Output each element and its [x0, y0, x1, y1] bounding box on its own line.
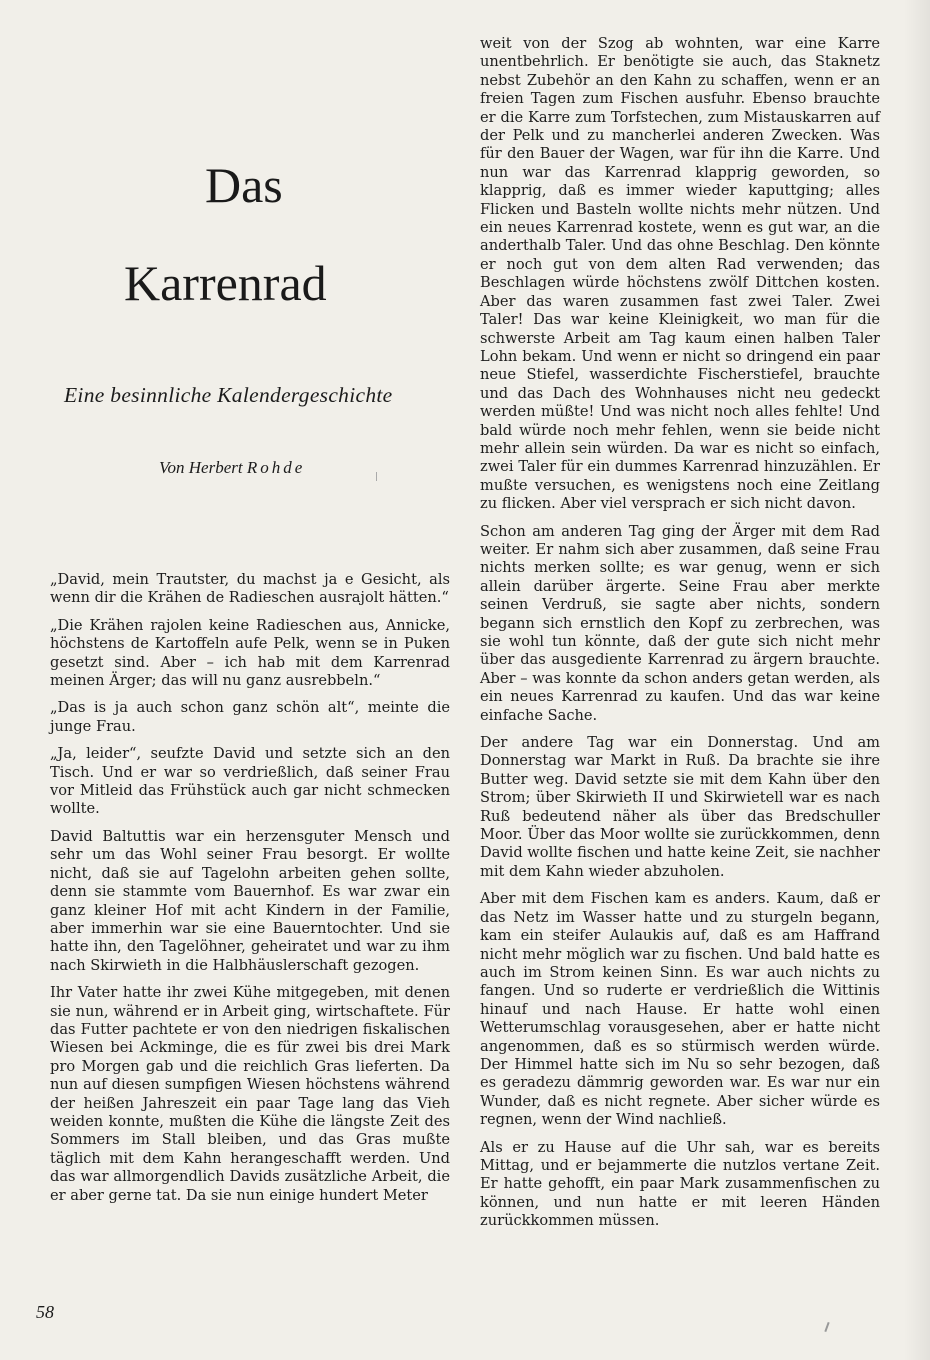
title-line-1: Das: [205, 157, 283, 213]
paragraph: David Baltuttis war ein herzensguter Mensch und sehr um das Wohl seiner Frau besorgt. Er wollte nicht, daß sie auf Tagelohn arbeiten gehen sollte, denn sie stammte vom Bauernhof. Es war zwar ein ganz kleiner Hof mit acht Kindern in der Familie, aber immerhin war sie eine Bauerntochter. Und sie hatte ihn, den Tagelöhner, geheiratet und war zu ihm nach Skirwieth in die Halbhäuslerschaft gezogen.: [50, 827, 450, 974]
pencil-mark: [824, 1322, 829, 1332]
paragraph: „Ja, leider“, seufzte David und setzte sich an den Tisch. Und er war so verdrießlich, daß seiner Frau vor Mitleid das Frühstück auch gar nicht schmecken wollte.: [50, 745, 450, 818]
right-column: [480, 35, 880, 1240]
left-column: [50, 571, 450, 1214]
paragraph: „David, mein Trautster, du machst ja e Gesicht, als wenn dir die Krähen de Radieschen ausrajolt hätten.“: [50, 571, 450, 607]
paragraph: Als er zu Hause auf die Uhr sah, war es bereits Mittag, und er bejammerte die nutzlos vertane Zeit. Er hatte gehofft, ein paar Mark zusammenfischen zu können, und nun hatte er mit leeren Händen zurückkommen müssen.: [480, 1138, 880, 1230]
paragraph: Der andere Tag war ein Donnerstag. Und am Donnerstag war Markt in Ruß. Da brachte sie ihre Butter weg. David setzte sie mit dem Kahn über den Strom; über Skirwieth II und Skirwietell war es nach Ruß bedeutend näher als über das Bredschuller Moor. Über das Moor wollte sie zurückkommen, denn David wollte fischen und hatte keine Zeit, sie nachher mit dem Kahn wieder abzuholen.: [480, 734, 880, 880]
page-number: 58: [36, 1302, 54, 1322]
paragraph: Schon am anderen Tag ging der Ärger mit dem Rad weiter. Er nahm sich aber zusammen, daß seine Frau nichts merken sollte; es war genug, wenn er sich allein darüber ärgerte. Seine Frau aber merkte seinen Verdruß, sie sagte aber nichts, sondern begann sich ernstlich den Kopf zu zerbrechen, was sie wohl tun könnte, daß der gute sich nicht mehr über das ausgediente Karrenrad zu ärgern brauchte. Aber – was konnte da schon anders getan werden, als ein neues Karrenrad zu kaufen. Und das war keine einfache Sache.: [480, 522, 880, 724]
byline: [159, 458, 305, 478]
subtitle: Eine besinnliche Kalendergeschichte: [64, 383, 393, 407]
byline-prefix: Von Herbert: [159, 458, 247, 477]
paragraph: weit von der Szog ab wohnten, war eine Karre unentbehrlich. Er benötigte sie auch, das Staknetz nebst Zubehör an den Kahn zu schaffen, wenn er an freien Tagen zum Fischen ausfuhr. Ebenso brauchte er die Karre zum Torfstechen, zum Mistauskarren auf der Pelk und zu mancherlei anderen Zwecken. Was für den Bauer der Wagen, war für ihn die Karre. Und nun war das Karrenrad klapprig geworden, so klapprig, daß es immer wieder kaputtging; alles Flicken und Basteln wollte nichts mehr nützen. Und ein neues Karrenrad kostete, wenn es gut war, an die anderthalb Taler. Und das ohne Beschlag. Den könnte er noch gut von dem alten Rad verwenden; das Beschlagen würde höchstens zwölf Dittchen kosten. Aber das waren zusammen fast zwei Taler. Zwei Taler! Das war keine Kleinigkeit, wo man für die schwerste Arbeit am Tag kaum einen halben Taler Lohn bekam. Und wenn er nicht so dringend ein paar neue Stiefel, wasserdichte Fischerstiefel, brauchte und das Dach des Wohnhauses nicht neu gedeckt werden müßte! Und was nicht noch alles fehlte! Und bald würde noch mehr fehlen, wenn sie beide nicht mehr allein sein würden. Da war es nicht so einfach, zwei Taler für ein dummes Karrenrad hinzuzählen. Er mußte versuchen, es wenigstens noch eine Zeitlang zu flicken. Aber viel versprach er sich nicht davon.: [480, 35, 880, 513]
author-lastname: Rohde: [246, 458, 306, 477]
paragraph: „Das is ja auch schon ganz schön alt“, meinte die junge Frau.: [50, 699, 450, 735]
title-line-2: Karrenrad: [124, 255, 327, 311]
speck: [376, 472, 377, 481]
paragraph: „Die Krähen rajolen keine Radieschen aus, Annicke, höchstens de Kartoffeln aufe Pelk, wenn se in Puken gesetzt sind. Aber – ich hab mit dem Karrenrad meinen Ärger; das will nu ganz ausrebbeln.“: [50, 616, 450, 690]
paragraph: Ihr Vater hatte ihr zwei Kühe mitgegeben, mit denen sie nun, während er in Arbeit ging, wirtschaftete. Für das Futter pachtete er von den niedrigen fiskalischen Wiesen bei Ackminge, die es für zwei bis drei Mark pro Morgen gab und die reichlich Gras lieferten. Da nun auf diesen sumpfigen Wiesen höchstens während der heißen Jahreszeit ein paar Tage lang das Vieh weiden konnte, mußten die Kühe die längste Zeit des Sommers im Stall bleiben, und das Gras mußte täglich mit dem Kahn herangeschafft werden. Und das war allmorgendlich Davids zusätzliche Arbeit, die er aber gerne tat. Da sie nun einige hundert Meter: [50, 984, 450, 1204]
paragraph: Aber mit dem Fischen kam es anders. Kaum, daß er das Netz im Wasser hatte und zu sturgeln begann, kam ein steifer Aulaukis auf, daß es am Haffrand nicht mehr möglich war zu fischen. Und bald hatte es auch im Strom keinen Sinn. Es war auch nichts zu fangen. Und so ruderte er verdrießlich die Wittinis hinauf und nach Hause. Er hatte wohl einen Wetterumschlag vorausgesehen, aber er hatte nicht angenommen, daß es so stürmisch werden würde. Der Himmel hatte sich im Nu so sehr bezogen, daß es geradezu dämmrig geworden war. Es war nur ein Wunder, daß es nicht regnete. Aber sicher würde es regnen, wenn der Wind nachließ.: [480, 890, 880, 1129]
